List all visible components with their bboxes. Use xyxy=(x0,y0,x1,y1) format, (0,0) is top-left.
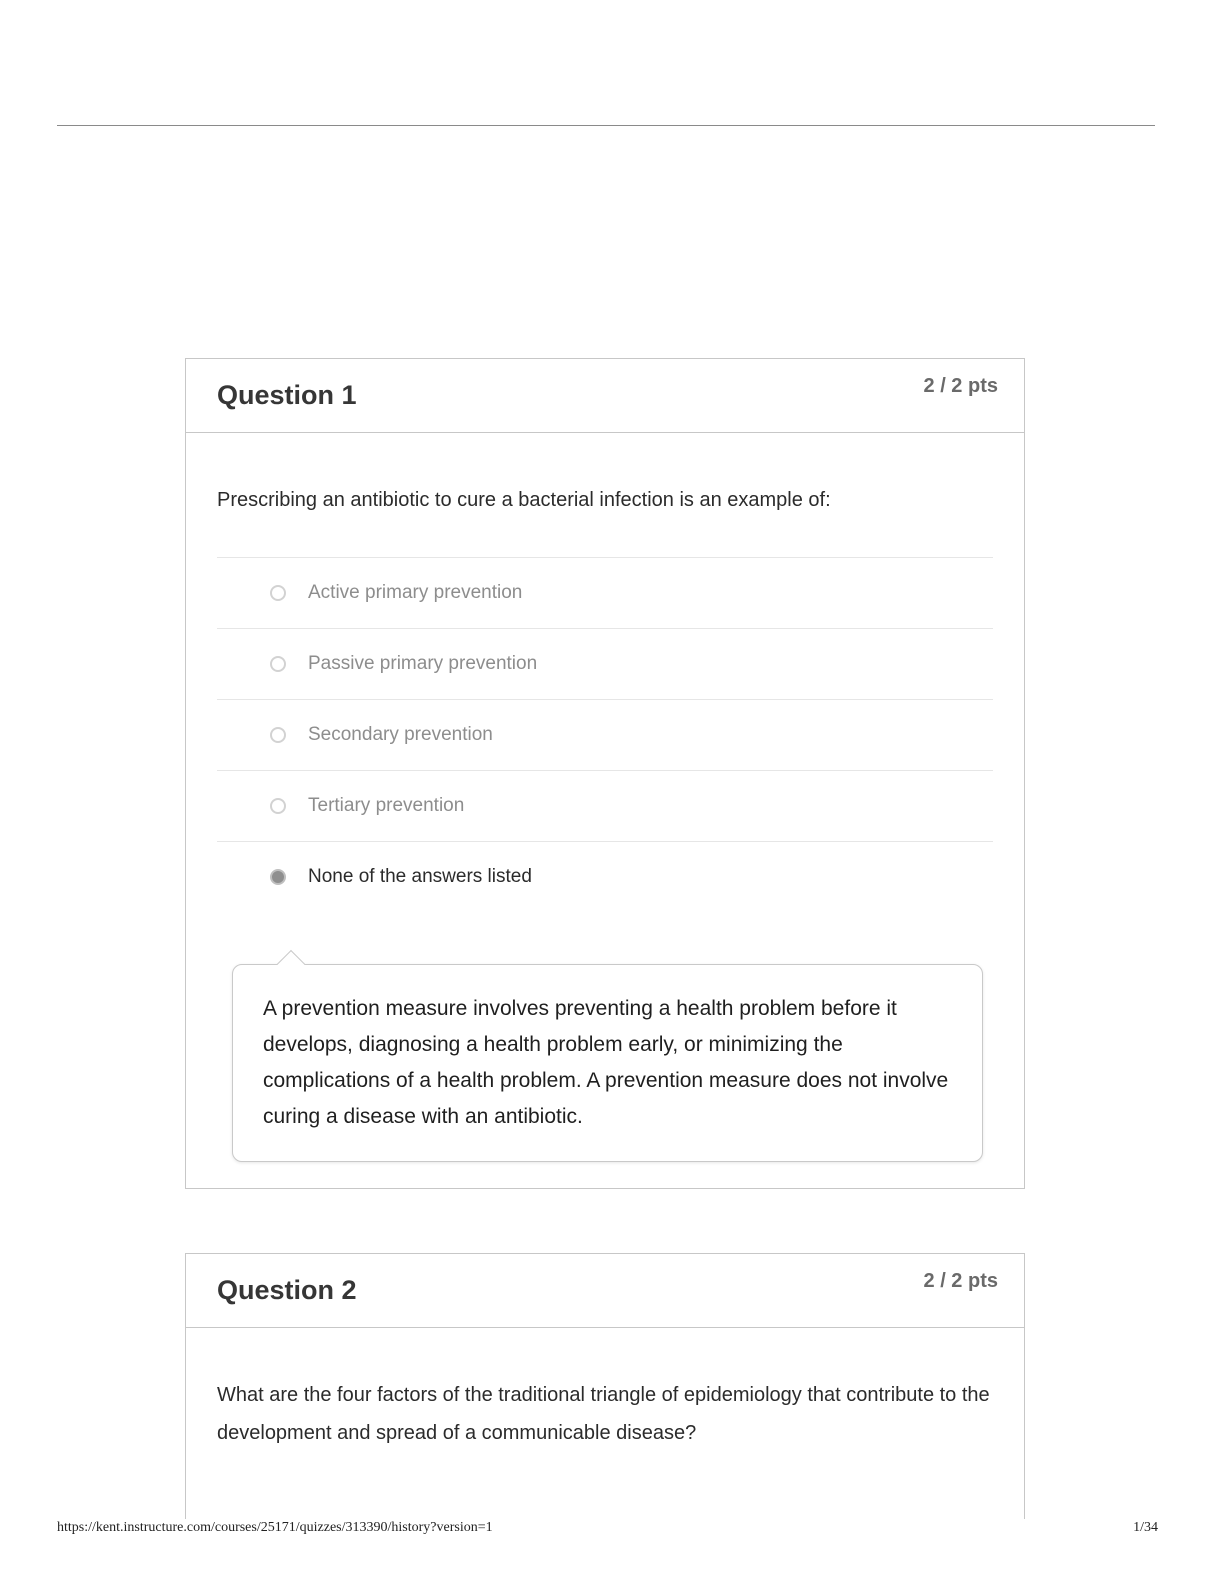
page-header-rule xyxy=(57,125,1155,126)
callout-caret-icon xyxy=(277,950,305,978)
answer-option[interactable] xyxy=(217,557,993,628)
footer-url: https://kent.instructure.com/courses/25171/quizzes/313390/history?version=1 xyxy=(57,1520,493,1535)
radio-selected-icon[interactable] xyxy=(270,869,286,885)
question-title: Question 1 xyxy=(217,380,357,410)
radio-unselected-icon[interactable] xyxy=(270,727,286,743)
question-2-header xyxy=(186,1254,1024,1328)
question-points: 2 / 2 pts xyxy=(923,1270,998,1292)
answer-options xyxy=(217,557,993,912)
answer-option-label: Secondary prevention xyxy=(308,724,493,745)
question-prompt: Prescribing an antibiotic to cure a bacterial infection is an example of: xyxy=(217,489,831,511)
answer-option-label: Active primary prevention xyxy=(308,582,523,603)
question-1-body xyxy=(186,433,1024,1188)
question-title: Question 2 xyxy=(217,1275,357,1305)
question-1-card xyxy=(185,358,1025,1189)
question-prompt: What are the four factors of the traditional triangle of epidemiology that contribute to the development and spread of a communicable disease? xyxy=(217,1384,990,1444)
answer-option[interactable] xyxy=(217,628,993,699)
radio-unselected-icon[interactable] xyxy=(270,798,286,814)
feedback-callout xyxy=(232,964,983,1162)
footer-page-number: 1/34 xyxy=(1133,1520,1158,1535)
question-1-header xyxy=(186,359,1024,433)
radio-unselected-icon[interactable] xyxy=(270,656,286,672)
answer-option-label: Tertiary prevention xyxy=(308,795,465,816)
question-points: 2 / 2 pts xyxy=(923,375,998,397)
radio-unselected-icon[interactable] xyxy=(270,585,286,601)
answer-option[interactable] xyxy=(217,770,993,841)
feedback-text: A prevention measure involves preventing a health problem before it develops, diagnosing a health problem early, or minimizing the complications of a health problem. A prevention measure does not involve curing a disease with an antibiotic. xyxy=(263,997,949,1128)
answer-option-selected[interactable] xyxy=(217,841,993,912)
answer-option-label: None of the answers listed xyxy=(308,866,532,887)
answer-option[interactable] xyxy=(217,699,993,770)
question-2-body xyxy=(186,1328,1024,1516)
answer-option-label: Passive primary prevention xyxy=(308,653,538,674)
question-2-card xyxy=(185,1253,1025,1519)
